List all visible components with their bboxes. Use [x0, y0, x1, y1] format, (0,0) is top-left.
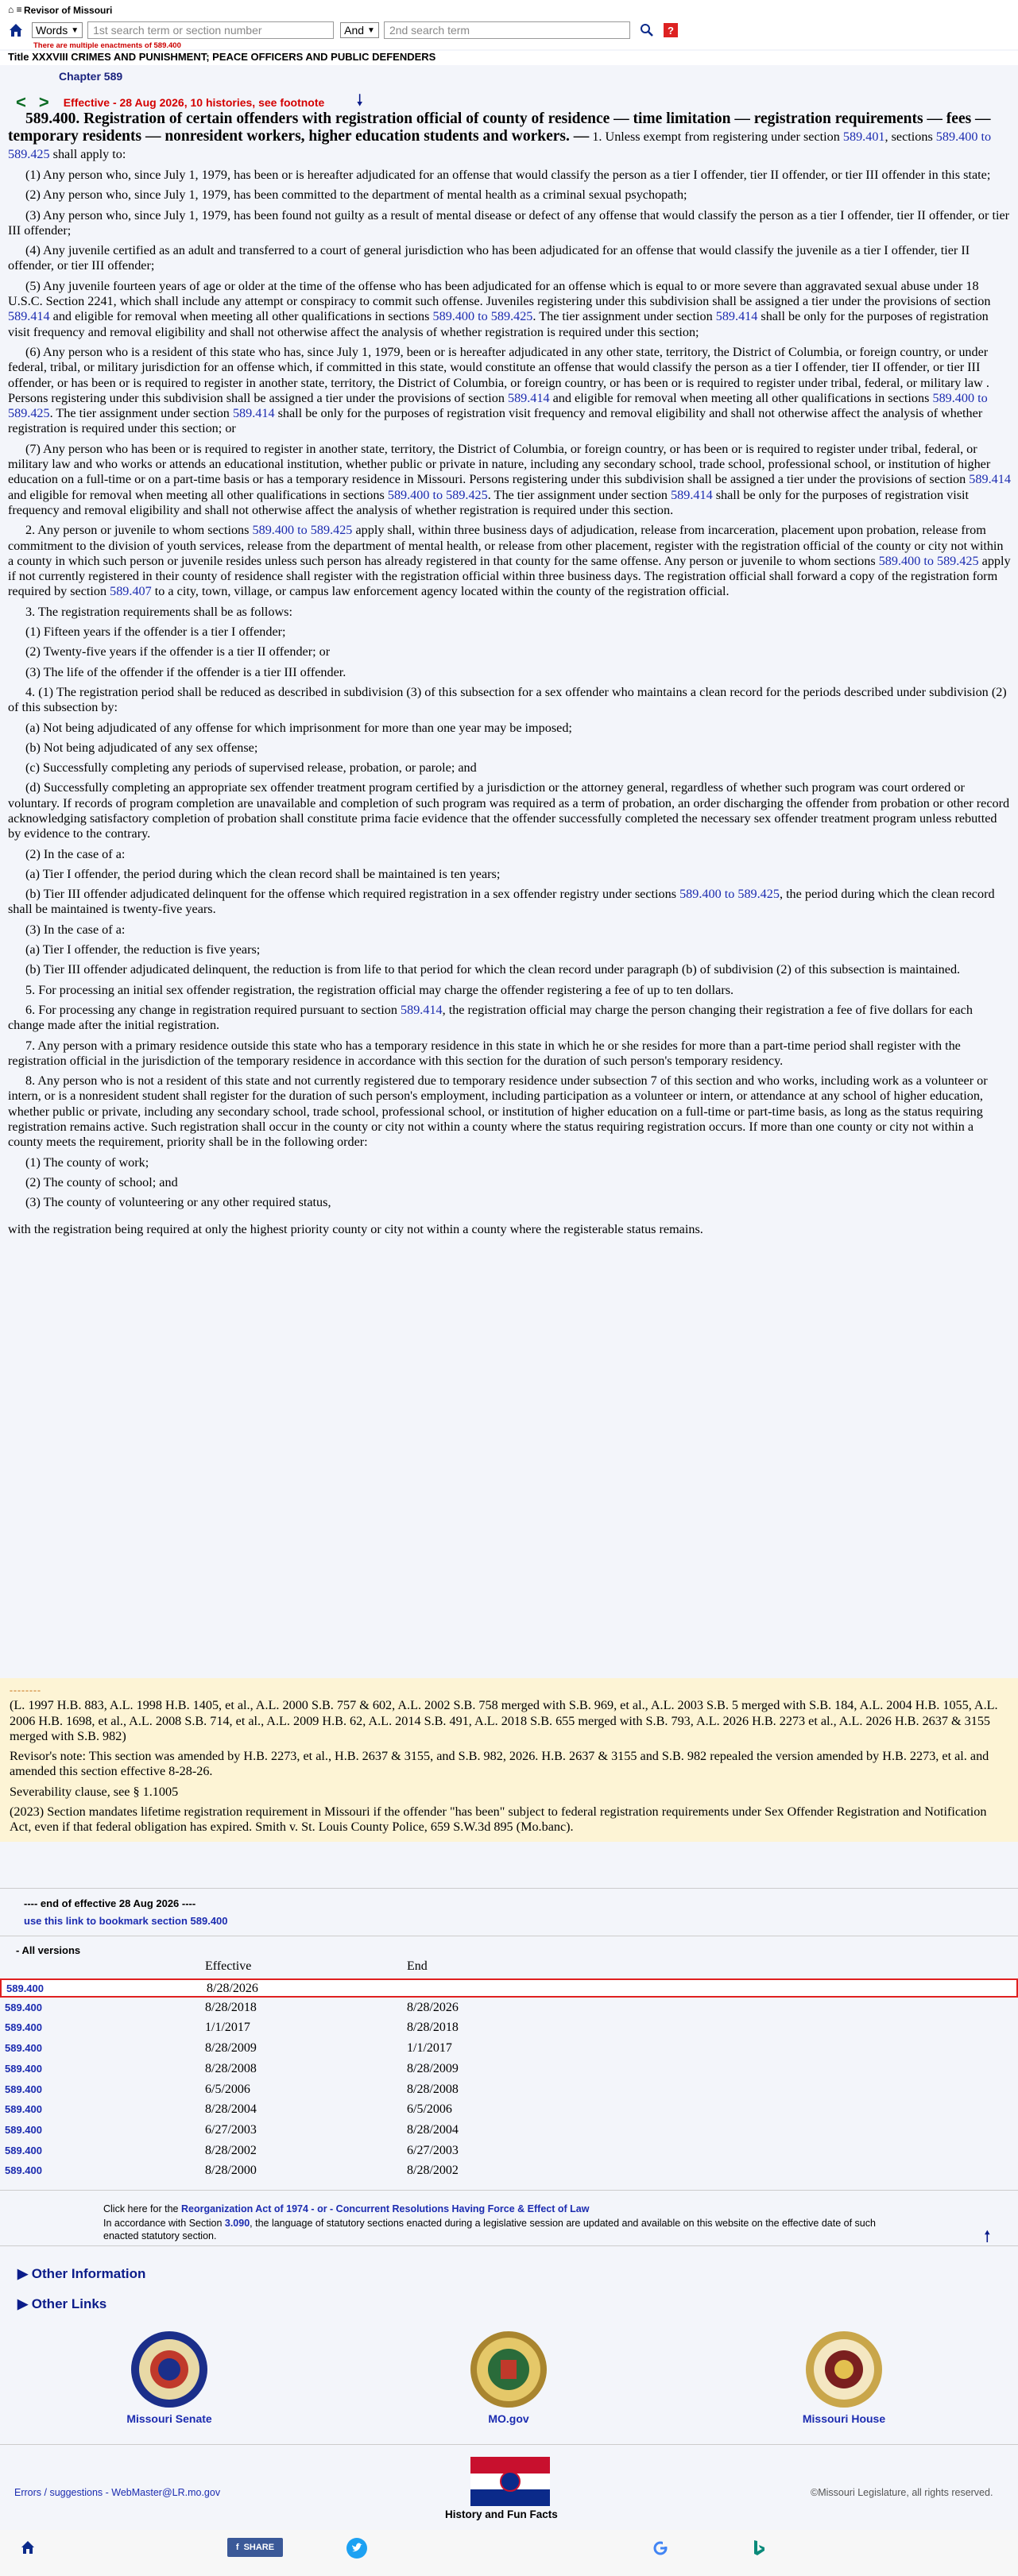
search-term-2-input[interactable]: 2nd search term — [384, 21, 630, 39]
subsection-4-2: (2) In the case of a: — [25, 846, 126, 861]
version-end-date: 1/1/2017 — [407, 2041, 452, 2056]
subdivision-1: (1) Any person who, since July 1, 1979, has been or is hereafter adjudicated for an offense that would classify the person as a tier I offender, tier II offender, or tier III offender in this state; — [25, 168, 991, 182]
link-589-400-to-589-425[interactable]: 589.400 to 589.425 — [8, 390, 988, 421]
version-effective-date: 8/28/2018 — [205, 2000, 257, 2014]
up-arrow-icon[interactable]: 🠕 — [984, 2228, 991, 2245]
version-row — [0, 2122, 1018, 2141]
version-row — [0, 2101, 1018, 2120]
all-versions-toggle[interactable]: - All versions — [16, 1944, 81, 1956]
link-589-400-to-589-425[interactable]: 589.400 to 589.425 — [387, 487, 488, 502]
version-effective-date: 8/28/2026 — [207, 1982, 258, 1995]
bookmark-link[interactable]: use this link to bookmark section 589.400 — [24, 1915, 228, 1927]
version-section-link[interactable]: 589.400 — [5, 2001, 42, 2013]
section-3-090-link[interactable]: 3.090 — [224, 2218, 250, 2229]
version-end-date: 8/28/2002 — [407, 2164, 459, 2178]
link-589-400-to-589-425[interactable]: 589.400 to 589.425 — [679, 887, 780, 902]
subsection-3-item-3: (3) The life of the offender if the offender is a tier III offender. — [25, 664, 346, 679]
next-section-button[interactable]: > — [38, 92, 49, 112]
subdivision-7: (7) Any person who has been or is required to register in another state, territory, the District of Columbia, or foreign country, or has been or is required to register under tribal, federal, or military law and who works or attends an educational institution, whether public or private in nature, including any secondary school, trade school, professional school, or institution of higher education on a full-time or on a part-time basis or has a temporary residence in Missouri. Persons registering under this subdivision shall be assigned a tier under the provisions of section 589.414 and eligible for removal when meeting all other qualifications in sections 589.400 to 589.425. The tier assignment under section 589.414 shall be only for the purposes of registration visit frequency and removal eligibility and shall not otherwise affect the analysis of whether registration is required under this section. — [8, 441, 1011, 517]
link-589-400-to-589-425[interactable]: 589.400 to 589.425 — [252, 523, 353, 538]
down-arrow-icon[interactable]: 🠗 — [356, 92, 363, 110]
subsection-8-closing: with the registration being required at only the highest priority county or city not within a county where the registerable status remains. — [8, 1221, 703, 1236]
section-lead: 589.400. Registration of certain offenders with registration official of county of residence — time limitation — registration requirements — fees — temporary residents — nonresident workers, higher education students and workers. — 1. Unless exempt from registering under section 589.401, sections 589.400 to 589.425 shall apply to: — [8, 110, 992, 161]
version-effective-date: 8/28/2009 — [205, 2041, 257, 2056]
link-589-414[interactable]: 589.414 — [969, 472, 1011, 487]
version-section-link[interactable]: 589.400 — [5, 2144, 42, 2156]
operator-select[interactable]: And ▼ — [340, 22, 379, 38]
previous-section-button[interactable]: < — [16, 92, 26, 112]
subsection-8-item-2: (2) The county of school; and — [25, 1174, 178, 1189]
version-section-link[interactable]: 589.400 — [5, 2103, 42, 2116]
reorganization-note: Click here for the Reorganization Act of 1974 - or - Concurrent Resolutions Having Force & Effect of Law In accordance with Section 3.090, the language of statutory sections enacted during a legislative session are updated and available on this website on the effective date of such enacted statutory section. — [103, 2203, 876, 2241]
twitter-icon[interactable] — [346, 2538, 367, 2559]
version-section-link[interactable]: 589.400 — [5, 2021, 42, 2034]
other-links-toggle[interactable]: ▶ Other Links — [17, 2296, 107, 2311]
subsection-6: 6. For processing any change in registration required pursuant to section 589.414, the registration official may charge the person changing their registration a fee of five dollars for each change made after the initial registration. — [8, 1002, 973, 1033]
help-icon[interactable] — [664, 23, 678, 37]
title-heading: Title XXXVIII CRIMES AND PUNISHMENT; PEACE OFFICERS AND PUBLIC DEFENDERS — [0, 51, 1018, 65]
version-section-link[interactable]: 589.400 — [5, 2042, 42, 2055]
history-fun-facts-link[interactable]: History and Fun Facts — [445, 2508, 558, 2520]
other-information-toggle[interactable]: ▶ Other Information — [17, 2266, 146, 2281]
subdivision-3: (3) Any person who, since July 1, 1979, has been found not guilty as a result of mental disease or defect of any offense that would classify the person as a tier I offender, tier II offender, or tier III offender; — [8, 207, 1010, 238]
version-end-date: 8/28/2026 — [407, 2000, 459, 2014]
severability-clause: Severability clause, see § 1.1005 — [10, 1784, 179, 1799]
version-row-current — [0, 1978, 1018, 1998]
version-effective-date: 8/28/2000 — [205, 2164, 257, 2178]
subdivision-6: (6) Any person who is a resident of this state who has, since July 1, 1979, been or is hereafter adjudicated in any other state, territory, the District of Columbia, or foreign country, or under federal, tribal, or military jurisdiction for an offense which, if committed in this state, would constitute an offense that would classify the person as a tier I offender, tier II offender, or tier III offender, or has been or is required to register in another state, territory, the District of Columbia, or foreign country, or has been or is required to register under tribal, federal, or military law . Persons registering under this subdivision shall be assigned a tier under the provisions of section 589.414 and eligible for removal when meeting all other qualifications in sections 589.400 to 589.425. The tier assignment under section 589.414 shall be only for the purposes of registration visit frequency and removal eligibility and shall not otherwise affect the analysis of whether registration is required under this section; or — [8, 344, 989, 436]
version-row — [0, 2019, 1018, 2038]
version-row — [0, 2060, 1018, 2079]
link-589-414[interactable]: 589.414 — [8, 309, 50, 324]
subsection-4-d: (d) Successfully completing an appropriate sex offender treatment program certified by a jurisdiction or the attorney general, regardless of whether such program was court ordered or voluntary. If records of program completion are unavailable and completion of such program was required as a term of probation, an order discharging the offender from probation or other record acknowledging satisfactory completion of probation shall constitute prima facie evidence that the offender successfully completed the necessary sex offender treatment program unless rebutted by evidence to the contrary. — [8, 780, 1010, 841]
section-number: 589.400. — [25, 110, 80, 127]
subsection-4-2-a: (a) Tier I offender, the period during which the clean record shall be maintained is ten years; — [25, 866, 501, 881]
subsection-4-3-b: (b) Tier III offender adjudicated delinquent, the reduction is from life to that period for which the clean record under paragraph (b) of subdivision (2) of this subsection is maintained. — [25, 962, 961, 977]
version-row — [0, 2040, 1018, 2059]
subsection-4-b: (b) Not being adjudicated of any sex offense; — [25, 740, 258, 755]
version-effective-date: 6/5/2006 — [205, 2082, 250, 2096]
version-row — [0, 2142, 1018, 2161]
subsection-8: 8. Any person who is not a resident of this state and not currently registered due to temporary residence under subsection 7 of this section and who works, including work as a volunteer or intern, or is a nonresident student shall register for the duration of such person's employment, including participation as a volunteer or intern, or attendance at any school of higher education, whether public or private, including any secondary school, trade school, professional school, or institution of higher education on a full-time or part-time basis, as long as the status requiring registration remains active. Such registration shall occur in the county or city not within a county where the status requiring registration occurs. If more than one county or city not within a county meets the requirement, priority shall be in the following order: — [8, 1073, 988, 1150]
search-type-select[interactable]: Words ▼ — [32, 22, 83, 38]
subsection-3: 3. The registration requirements shall be as follows: — [25, 604, 292, 619]
bottom-share-bar — [0, 2530, 1018, 2576]
subsection-4-c: (c) Successfully completing any periods of supervised release, probation, or parole; and — [25, 760, 477, 776]
version-end-date: 8/28/2004 — [407, 2122, 459, 2137]
link-589-414[interactable]: 589.414 — [507, 390, 550, 405]
version-effective-date: 8/28/2002 — [205, 2143, 257, 2157]
menu-icon[interactable]: ⌂ ≡ — [8, 4, 22, 15]
version-section-link[interactable]: 589.400 — [6, 1982, 44, 1994]
copyright: ©Missouri Legislature, all rights reserved. — [811, 2487, 993, 2498]
link-589-407[interactable]: 589.407 — [110, 584, 152, 599]
google-icon[interactable] — [653, 2541, 668, 2555]
link-589-414[interactable]: 589.414 — [671, 487, 713, 502]
reorganization-link[interactable]: Reorganization Act of 1974 - or - Concurrent Resolutions Having Force & Effect of Law — [180, 2203, 590, 2214]
subdivision-4: (4) Any juvenile certified as an adult and transferred to a court of general jurisdiction who has been adjudicated for an offense that would classify the juvenile as a tier I offender, tier II offender, or tier III offender; — [8, 243, 970, 273]
revisor-note: Revisor's note: This section was amended by H.B. 2273, et al., H.B. 2637 & 3155, and S.B. 982, 2026. H.B. 2637 & 3155 and S.B. 982 repealed the version amended by H.B. 2273, et al. and amended this section effective 8-28-26. — [10, 1749, 989, 1779]
multiple-enactments-warning: There are multiple enactments of 589.400 — [33, 41, 181, 50]
subsection-3-item-2: (2) Twenty-five years if the offender is a tier II offender; or — [25, 644, 331, 659]
version-end-date: 8/28/2008 — [407, 2082, 459, 2096]
end-of-effective: ---- end of effective 28 Aug 2026 ---- — [24, 1897, 196, 1909]
subsection-8-item-3: (3) The county of volunteering or any other required status, — [25, 1195, 331, 1210]
missouri-house-link[interactable]: Missouri House — [802, 2412, 886, 2425]
history-box — [0, 1678, 1018, 1842]
effective-footnote-link[interactable]: Effective - 28 Aug 2026, 10 histories, see footnote — [63, 96, 325, 109]
link-589-414[interactable]: 589.414 — [715, 309, 758, 324]
bing-icon[interactable] — [752, 2539, 766, 2557]
case-note: (2023) Section mandates lifetime registration requirement in Missouri if the offender "has been" subject to federal registration requirements under Sex Offender Registration and Notification Act, even if that federal obligation has expired. Smith v. St. Louis County Police, 659 S.W.3d 895 (Mo.banc). — [10, 1804, 987, 1835]
link-589-400-to-589-425[interactable]: 589.400 to 589.425 — [878, 553, 979, 568]
version-end-date: 6/27/2003 — [407, 2143, 459, 2157]
history-sources: (L. 1997 H.B. 883, A.L. 1998 H.B. 1405, et al., A.L. 2000 S.B. 757 & 602, A.L. 2002 S.B. 758 merged with S.B. 969, et al., A.L. 2003 S.B. 5 merged with S.B. 184, A.L. 2004 H.B. 1055, A.L. 2006 H.B. 1698, et al., A.L. 2008 S.B. 714, et al., A.L. 2009 H.B. 62, A.L. 2014 S.B. 491, A.L. 2018 S.B. 655 merged with S.B. 793, A.L. 2026 H.B. 2273 et al., A.L. 2026 H.B. 2637 & 3155 merged with S.B. 982) — [10, 1698, 998, 1743]
version-section-link[interactable]: 589.400 — [5, 2062, 42, 2075]
mo-gov-seal-icon[interactable] — [469, 2330, 548, 2409]
link-589-400-to-589-425[interactable]: 589.400 to 589.425 — [8, 130, 992, 161]
version-row — [0, 1999, 1018, 2018]
site-title: Revisor of Missouri — [24, 5, 113, 16]
version-end-date: 8/28/2009 — [407, 2061, 459, 2075]
version-end-date: 8/28/2018 — [407, 2021, 459, 2035]
subsection-3-item-1: (1) Fifteen years if the offender is a tier I offender; — [25, 625, 286, 640]
version-row — [0, 2162, 1018, 2181]
section-heading: Registration of certain offenders with registration official of county of residence — time limitation — registration requirements — fees — temporary residents — nonresident workers, higher education students and workers. — — [8, 110, 991, 145]
subdivision-2: (2) Any person who, since July 1, 1979, has been committed to the department of mental health as a criminal sexual psychopath; — [25, 188, 687, 203]
version-effective-date: 1/1/2017 — [205, 2021, 250, 2035]
version-effective-date: 8/28/2004 — [205, 2102, 257, 2117]
mo-gov-link[interactable]: MO.gov — [488, 2412, 529, 2425]
link-589-414[interactable]: 589.414 — [232, 406, 275, 421]
subsection-5: 5. For processing an initial sex offender registration, the registration official may charge the offender registering a fee of up to ten dollars. — [25, 982, 734, 997]
version-section-link[interactable]: 589.400 — [5, 2123, 42, 2136]
home-icon[interactable] — [20, 2539, 36, 2555]
search-term-1-input[interactable]: 1st search term or section number — [87, 21, 334, 39]
version-effective-date: 8/28/2008 — [205, 2061, 257, 2075]
subsection-8-item-1: (1) The county of work; — [25, 1155, 149, 1170]
svg-text:?: ? — [667, 25, 674, 37]
version-row — [0, 2081, 1018, 2100]
subsection-4: 4. (1) The registration period shall be reduced as described in subdivision (3) of this subsection for a sex offender who maintains a clean record for the periods described under subdivision (2) of this subsection by: — [8, 684, 1007, 715]
version-end-date: 6/5/2006 — [407, 2102, 452, 2117]
webmaster-link[interactable]: Errors / suggestions - WebMaster@LR.mo.gov — [14, 2487, 221, 2498]
subsection-4-3: (3) In the case of a: — [25, 922, 126, 937]
col-effective: Effective — [205, 1959, 252, 1973]
missouri-senate-link[interactable]: Missouri Senate — [126, 2412, 212, 2425]
subsection-4-a: (a) Not being adjudicated of any offense for which imprisonment for more than one year may be imposed; — [25, 720, 572, 735]
subsection-4-2-b: (b) Tier III offender adjudicated delinquent for the offense which required registration in a sex offender registry under sections 589.400 to 589.425, the period during which the clean record shall be maintained is twenty-five years. — [8, 887, 995, 917]
section-body — [8, 110, 1011, 1242]
chapter-link[interactable]: Chapter 589 — [59, 70, 123, 83]
version-effective-date: 6/27/2003 — [205, 2122, 257, 2137]
missouri-senate-seal-icon[interactable] — [130, 2330, 209, 2409]
version-section-link[interactable]: 589.400 — [5, 2164, 42, 2177]
subdivision-5: (5) Any juvenile fourteen years of age or older at the time of the offense who has been adjudicated for an offense which is equal to or more severe than aggravated sexual abuse under 18 U.S.C. Section 2241, which shall include any attempt or conspiracy to commit such offense. Juveniles registering under this subdivision shall be assigned a tier under the provisions of section 589.414 and eligible for removal when meeting all other qualifications in sections 589.400 to 589.425. The tier assignment under section 589.414 shall be only for the purposes of registration visit frequency and removal eligibility and shall not otherwise affect the analysis of whether registration is required under this section; — [8, 278, 991, 339]
subsection-4-3-a: (a) Tier I offender, the reduction is five years; — [25, 942, 261, 957]
link-589-401[interactable]: 589.401 — [842, 130, 885, 144]
search-icon[interactable] — [640, 23, 654, 37]
top-bar — [0, 0, 1018, 49]
col-end: End — [407, 1959, 428, 1973]
subsection-2: 2. Any person or juvenile to whom sections 589.400 to 589.425 apply shall, within three business days of adjudication, release from incarceration, placement upon probation, release from commitment to the division of youth services, release from the department of mental health, or release from other placement, register with the registration official of the county or city not within a county in which such person or juvenile resides unless such person has already registered in that county for the same offense. Any person or juvenile to whom sections 589.400 to 589.425 apply if not currently registered in their county of residence shall register with the registration official within three business days. The registration official shall forward a copy of the registration form required by section 589.407 to a city, town, village, or campus law enforcement agency located within the county of the registration official. — [8, 523, 1011, 599]
version-section-link[interactable]: 589.400 — [5, 2083, 42, 2095]
link-589-400-to-589-425[interactable]: 589.400 to 589.425 — [432, 309, 533, 324]
missouri-house-seal-icon[interactable] — [804, 2330, 884, 2409]
facebook-share-button[interactable]: f SHARE — [227, 2538, 283, 2557]
history-divider: -------- — [10, 1684, 41, 1696]
home-icon[interactable] — [8, 22, 24, 38]
link-589-414[interactable]: 589.414 — [401, 1002, 443, 1017]
subsection-7: 7. Any person with a primary residence outside this state who has a temporary residence in this state in which he or she resides for more than a part-time period shall register with the registration official in the jurisdiction of the temporary residence in accordance with this section for the duration of such person's temporary residency. — [8, 1038, 961, 1068]
missouri-flag-icon[interactable] — [470, 2457, 550, 2506]
